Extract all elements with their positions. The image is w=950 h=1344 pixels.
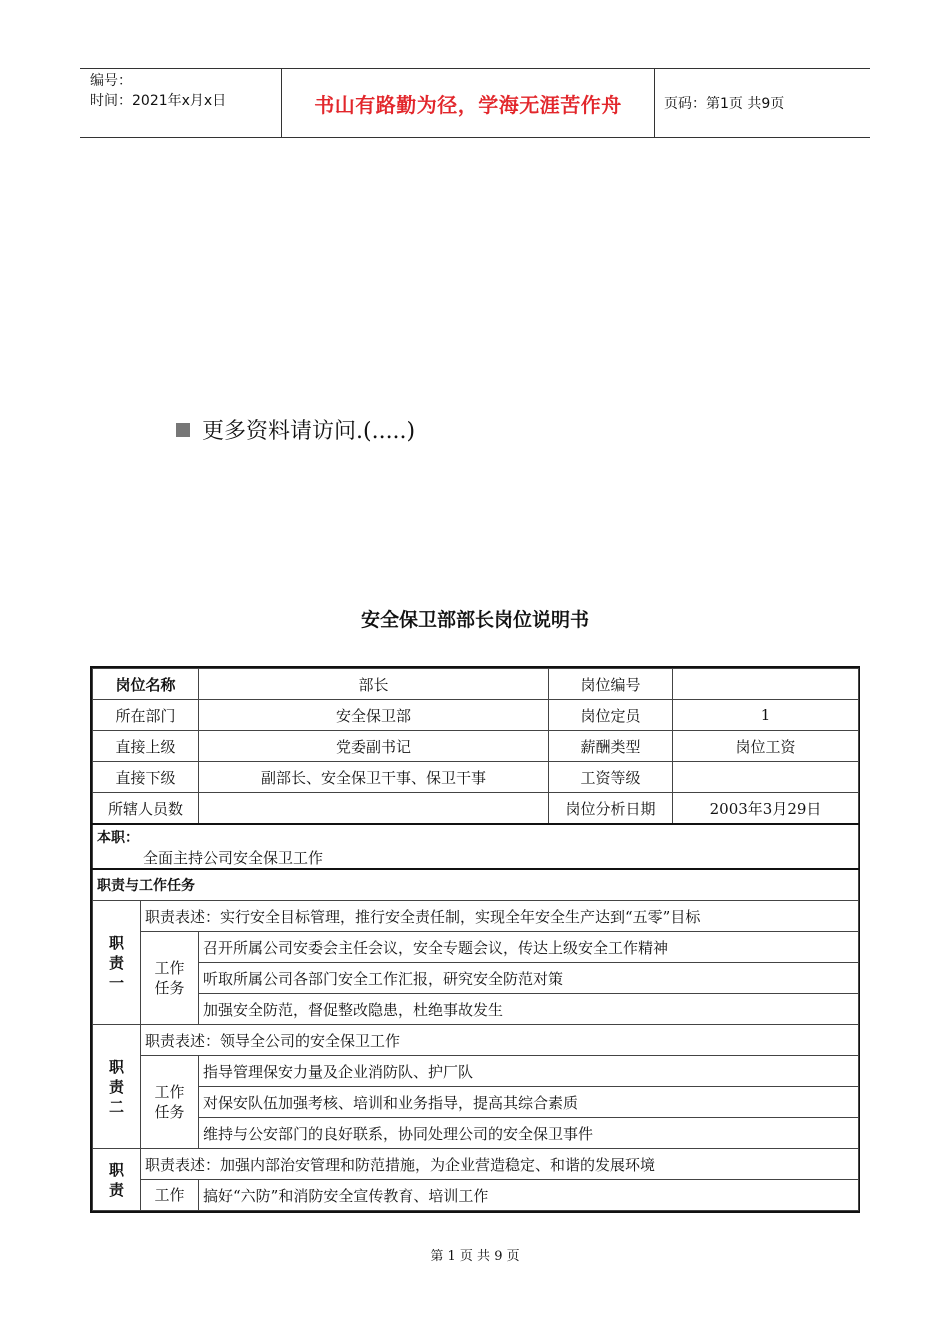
field-value: 1 <box>673 700 859 731</box>
field-value <box>673 669 859 700</box>
duty-three-label: 职责 <box>108 1160 124 1199</box>
page-footer: 第 1 页 共 9 页 <box>430 1249 520 1264</box>
table-row <box>93 700 859 731</box>
duty-label <box>93 901 141 1025</box>
field-label: 薪酬类型 <box>549 731 673 762</box>
field-label: 岗位编号 <box>549 669 673 700</box>
task-item: 对保安队伍加强考核、培训和业务指导，提高其综合素质 <box>199 1087 859 1118</box>
task-item: 召开所属公司安委会主任会议，安全专题会议，传达上级安全工作精神 <box>199 932 859 963</box>
field-label: 岗位名称 <box>93 669 199 700</box>
square-bullet-icon <box>176 423 190 437</box>
duty-statement: 职责表述：加强内部治安管理和防范措施，为企业营造稳定、和谐的发展环境 <box>141 1149 859 1180</box>
job-description-table <box>90 666 860 1213</box>
document-title: 安全保卫部部长岗位说明书 <box>360 609 589 631</box>
table-row <box>93 762 859 793</box>
field-value: 2003年3月29日 <box>673 793 859 825</box>
table-row <box>93 963 859 994</box>
table-row <box>93 901 859 932</box>
field-value <box>673 762 859 793</box>
table-row <box>93 731 859 762</box>
field-label: 所辖人员数 <box>93 793 199 825</box>
table-row <box>93 1056 859 1087</box>
task-item: 搞好“六防”和消防安全宣传教育、培训工作 <box>199 1180 859 1211</box>
duties-section-header: 职责与工作任务 <box>93 869 859 901</box>
field-value: 部长 <box>199 669 549 700</box>
table-row <box>93 1025 859 1056</box>
table-row <box>93 793 859 825</box>
task-label: 工作 <box>141 1180 199 1211</box>
field-label: 直接上级 <box>93 731 199 762</box>
table-row <box>93 869 859 901</box>
field-value: 党委副书记 <box>199 731 549 762</box>
more-info-line <box>176 414 415 445</box>
duty-statement: 职责表述：领导全公司的安全保卫工作 <box>141 1025 859 1056</box>
task-item: 指导管理保安力量及企业消防队、护厂队 <box>199 1056 859 1087</box>
task-label: 工作任务 <box>141 932 199 1025</box>
header-page-info: 页码：第1页 共9页 <box>664 96 785 112</box>
table-row <box>93 824 859 869</box>
table-row <box>93 932 859 963</box>
table-row <box>93 1149 859 1180</box>
document-number-label: 编号： <box>90 73 132 89</box>
field-value: 岗位工资 <box>673 731 859 762</box>
benzhi-label: 本职： <box>97 830 139 846</box>
duty-one-label: 职责一 <box>108 933 124 992</box>
header-motto: 书山有路勤为径，学海无涯苦作舟 <box>314 92 622 117</box>
more-info-text: 更多资料请访问.(.....) <box>202 419 416 444</box>
duty-label <box>93 1025 141 1149</box>
field-label: 岗位分析日期 <box>549 793 673 825</box>
benzhi-text: 全面主持公司安全保卫工作 <box>143 849 324 867</box>
field-label: 工资等级 <box>549 762 673 793</box>
field-label: 所在部门 <box>93 700 199 731</box>
table-row <box>93 1087 859 1118</box>
table-row <box>93 994 859 1025</box>
field-label: 直接下级 <box>93 762 199 793</box>
field-value: 副部长、安全保卫干事、保卫干事 <box>199 762 549 793</box>
table-row <box>93 1180 859 1211</box>
table-row <box>93 669 859 700</box>
header-divider <box>654 69 655 137</box>
task-label: 工作任务 <box>141 1056 199 1149</box>
benzhi-cell <box>93 824 859 869</box>
field-value <box>199 793 549 825</box>
document-time-label: 时间：2021年x月x日 <box>90 93 227 109</box>
duty-two-label: 职责二 <box>108 1057 124 1116</box>
duty-statement: 职责表述：实行安全目标管理，推行安全责任制，实现全年安全生产达到“五零”目标 <box>141 901 859 932</box>
header-meta <box>90 71 226 111</box>
task-item: 加强安全防范，督促整改隐患，杜绝事故发生 <box>199 994 859 1025</box>
task-item: 维持与公安部门的良好联系，协同处理公司的安全保卫事件 <box>199 1118 859 1149</box>
duty-label <box>93 1149 141 1211</box>
page-header <box>80 68 870 138</box>
field-value: 安全保卫部 <box>199 700 549 731</box>
field-label: 岗位定员 <box>549 700 673 731</box>
table-row <box>93 1118 859 1149</box>
task-item: 听取所属公司各部门安全工作汇报，研究安全防范对策 <box>199 963 859 994</box>
